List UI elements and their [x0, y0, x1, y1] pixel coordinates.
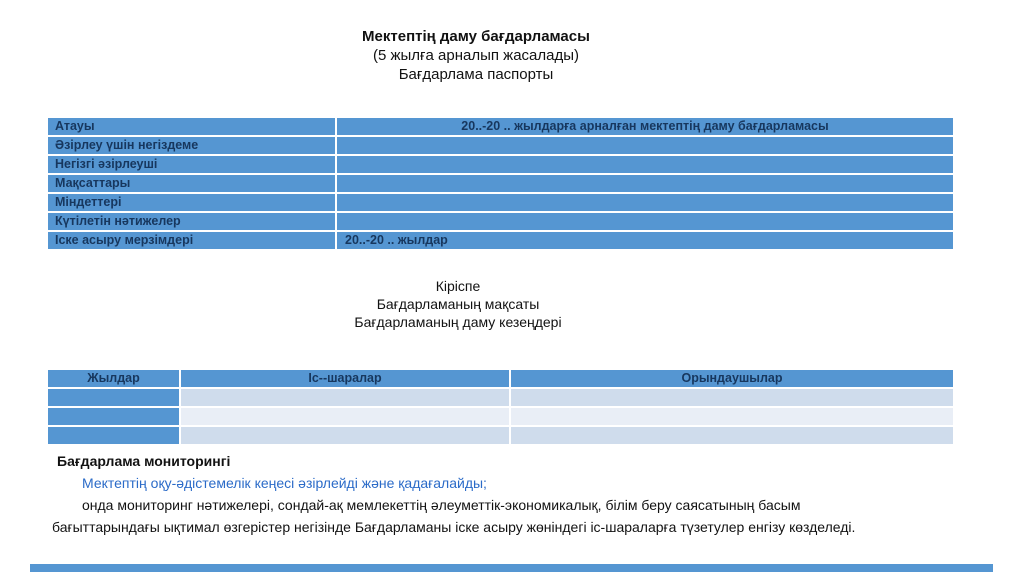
slide-title-block	[0, 27, 952, 84]
table-row	[48, 175, 953, 192]
passport-row-label: Міндеттері	[48, 194, 335, 211]
column-header-years: Жылдар	[48, 370, 179, 387]
action-plan-table	[48, 370, 953, 444]
empty-cell	[48, 389, 179, 406]
empty-cell	[48, 427, 179, 444]
bottom-accent-bar	[30, 564, 993, 572]
empty-cell	[511, 408, 953, 425]
table-header-row	[48, 370, 953, 387]
monitoring-heading: Бағдарлама мониторингі	[57, 453, 231, 469]
monitoring-body-line: бағыттарындағы ықтимал өзгерістер негізінде Бағдарламаны іске асыру жөніндегі іс-шараларға түзетулер енгізу көзделеді.	[52, 519, 856, 535]
section-list	[0, 277, 916, 331]
slide-subtitle-2: Бағдарлама паспорты	[398, 66, 554, 83]
section-item: Кіріспе	[435, 278, 481, 294]
section-item: Бағдарламаның мақсаты	[376, 296, 540, 312]
empty-cell	[181, 408, 509, 425]
passport-row-label: Мақсаттары	[48, 175, 335, 192]
table-row	[48, 194, 953, 211]
monitoring-body-line: онда мониторинг нәтижелері, сондай-ақ мемлекеттің әлеуметтік-экономикалық, білім беру саясатының басым	[82, 497, 801, 513]
passport-row-value: 20..-20 .. жылдар	[337, 232, 953, 249]
passport-row-value	[337, 156, 953, 173]
table-row	[48, 156, 953, 173]
table-row	[48, 389, 953, 406]
empty-cell	[181, 427, 509, 444]
monitoring-section	[40, 450, 990, 538]
table-row	[48, 427, 953, 444]
table-row	[48, 408, 953, 425]
passport-row-value	[337, 213, 953, 230]
section-item: Бағдарламаның даму кезеңдері	[354, 314, 562, 330]
passport-row-value	[337, 137, 953, 154]
empty-cell	[511, 427, 953, 444]
column-header-executors: Орындаушылар	[511, 370, 953, 387]
passport-row-value: 20..-20 .. жылдарға арналған мектептің даму бағдарламасы	[337, 118, 953, 135]
passport-row-value	[337, 175, 953, 192]
passport-row-value	[337, 194, 953, 211]
monitoring-subline: Мектептің оқу-әдістемелік кеңесі әзірлейді және қадағалайды;	[82, 475, 487, 491]
passport-row-label: Негізгі әзірлеуші	[48, 156, 335, 173]
passport-row-label: Күтілетін нәтижелер	[48, 213, 335, 230]
passport-row-label: Әзірлеу үшін негіздеме	[48, 137, 335, 154]
slide-subtitle: (5 жылға арналып жасалады)	[372, 47, 580, 64]
table-row	[48, 232, 953, 249]
table-row	[48, 137, 953, 154]
program-passport-table	[48, 118, 953, 249]
empty-cell	[181, 389, 509, 406]
passport-row-label: Іске асыру мерзімдері	[48, 232, 335, 249]
column-header-activities: Іс--шаралар	[181, 370, 509, 387]
table-row	[48, 213, 953, 230]
passport-row-label: Атауы	[48, 118, 335, 135]
empty-cell	[48, 408, 179, 425]
table-row	[48, 118, 953, 135]
slide-title: Мектептің даму бағдарламасы	[362, 28, 590, 45]
empty-cell	[511, 389, 953, 406]
